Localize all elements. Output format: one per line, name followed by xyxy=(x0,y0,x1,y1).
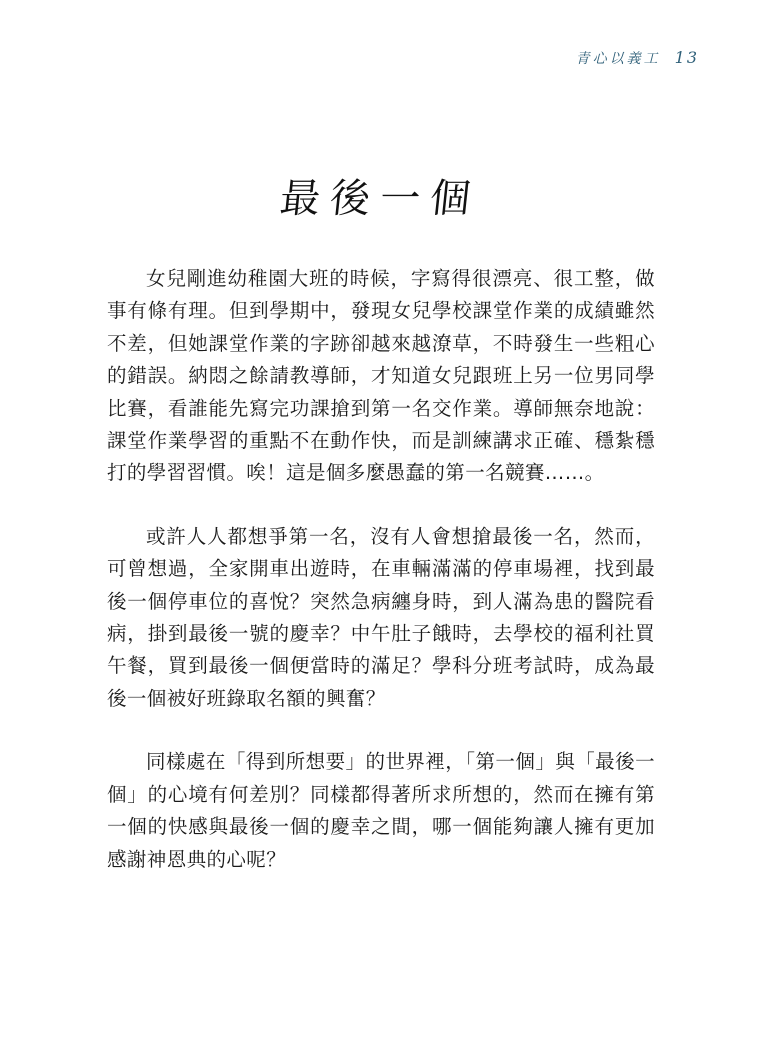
paragraph-2: 或許人人都想爭第一名，沒有人會想搶最後一名，然而，可曾想過，全家開車出遊時，在車輛滿滿的停車場裡，找到最後一個停車位的喜悅？突然急病纏身時，到人滿為患的醫院看病，掛到最後一號的慶幸？中午肚子餓時，去學校的福利社買午餐，買到最後一個便當時的滿足？學科分班考試時，成為最後一個被好班錄取名額的興奮？ xyxy=(107,524,655,710)
page-number: 13 xyxy=(674,48,699,67)
body-text xyxy=(107,263,655,907)
chapter-title: 最後一個 xyxy=(277,175,483,222)
running-title: 青心以義工 xyxy=(575,51,661,67)
paragraph-3: 同樣處在「得到所想要」的世界裡，「第一個」與「最後一個」的心境有何差別？同樣都得著所求所想的，然而在擁有第一個的快感與最後一個的慶幸之間，哪一個能夠讓人擁有更加感謝神恩典的心呢？ xyxy=(107,750,655,871)
paragraph-1: 女兒剛進幼稚園大班的時候，字寫得很漂亮、很工整，做事有條有理。但到學期中，發現女兒學校課堂作業的成績雖然不差，但她課堂作業的字跡卻越來越潦草，不時發生一些粗心的錯誤。納悶之餘請教導師，才知道女兒跟班上另一位男同學比賽，看誰能先寫完功課搶到第一名交作業。導師無奈地說：課堂作業學習的重點不在動作快，而是訓練講求正確、穩紮穩打的學習習慣。唉！這是個多麼愚蠢的第一名競賽……。 xyxy=(107,267,655,485)
running-header xyxy=(576,48,699,68)
